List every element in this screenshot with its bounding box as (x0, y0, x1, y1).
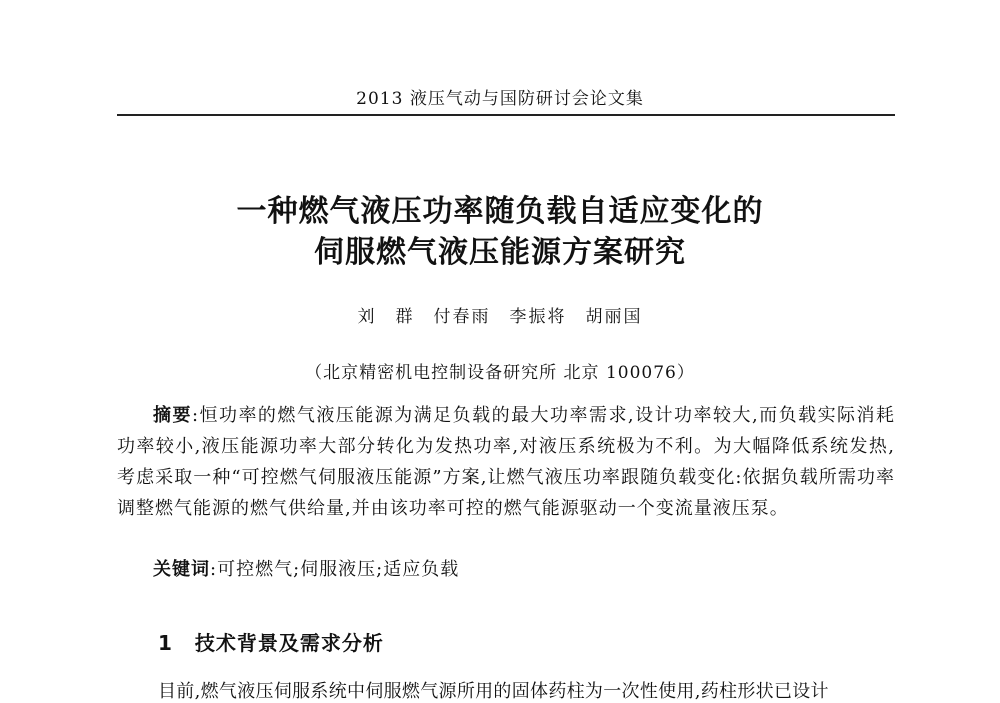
section-title: 技术背景及需求分析 (194, 631, 384, 655)
paper-title-line-1: 一种燃气液压功率随负载自适应变化的 (236, 194, 764, 229)
header-rule (117, 114, 895, 116)
keywords-text: :可控燃气;伺服液压;适应负载 (210, 559, 460, 580)
keywords-line (153, 555, 459, 581)
author-list: 刘 群 付春雨 李振将 胡丽国 (357, 307, 643, 327)
section-number: 1 (158, 631, 173, 655)
section-heading (158, 627, 384, 656)
affiliation: （北京精密机电控制设备研究所 北京 100076） (305, 363, 695, 383)
abstract-label: 摘要 (153, 405, 192, 426)
abstract-text: :恒功率的燃气液压能源为满足负载的最大功率需求,设计功率较大,而负载实际消耗功率较小,液压能源功率大部分转化为发热功率,对液压系统极为不利。为大幅降低系统发热,考虑采取一种“可控燃气伺服液压能源”方案,让燃气液压功率跟随负载变化:依据负载所需功率调整燃气能源的燃气供给量,并由该功率可控的燃气能源驱动一个变流量液压泵。 (117, 405, 895, 519)
paper-title-line-2: 伺服燃气液压能源方案研究 (314, 235, 686, 270)
abstract-paragraph (117, 400, 895, 524)
running-header: 2013 液压气动与国防研讨会论文集 (356, 89, 644, 109)
body-paragraph-line: 目前,燃气液压伺服系统中伺服燃气源所用的固体药柱为一次性使用,药柱形状已设计 (158, 681, 829, 702)
keywords-label: 关键词 (153, 559, 210, 580)
